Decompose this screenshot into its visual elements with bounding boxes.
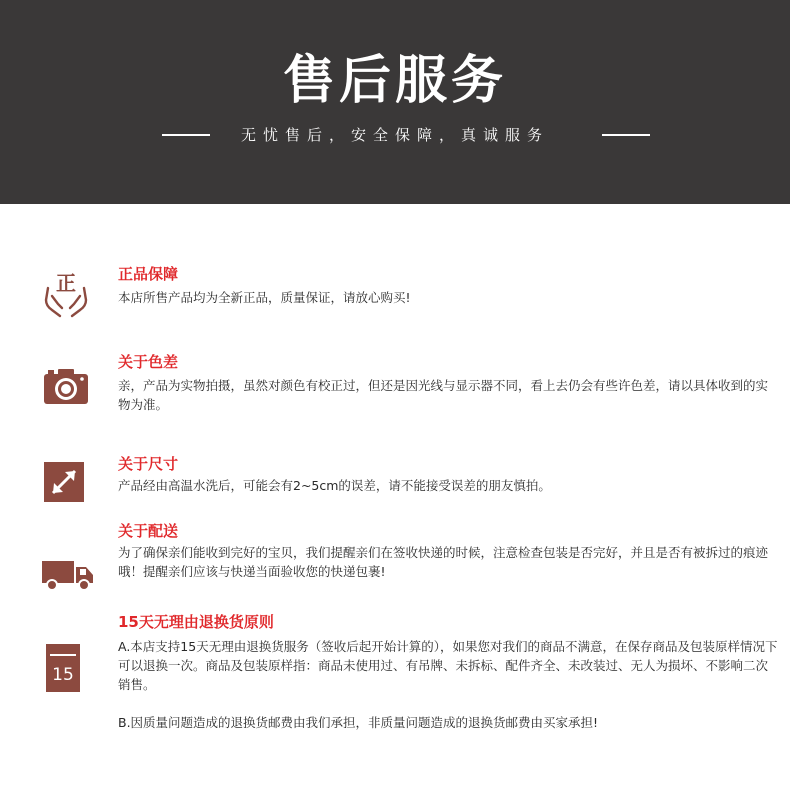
item-text — [118, 476, 778, 495]
header-banner — [0, 0, 790, 204]
calendar-15-icon — [44, 642, 84, 694]
item-text — [118, 637, 778, 732]
item-title: 关于色差 — [118, 353, 179, 371]
item-text-line: A.本店支持15天无理由退换货服务（签收后起开始计算的），如果您对我们的商品不满意，在保存商品及包装原样情况下可以退换一次。商品及包装原样指：商品未使用过、有吊牌、未拆标、配件齐全、未改装过、无人为损坏、不影响二次销售。 — [118, 639, 778, 692]
page-title: 售后服务 — [282, 51, 507, 111]
hands-zheng-icon — [40, 266, 92, 318]
item-text-line: 本店所售产品均为全新正品，质量保证，请放心购买! — [118, 290, 411, 305]
icon-char: 正 — [56, 271, 76, 295]
item-title: 正品保障 — [118, 265, 179, 283]
truck-icon — [40, 555, 96, 607]
item-text-line: 为了确保亲们能收到完好的宝贝，我们提醒亲们在签收快递的时候，注意检查包装是否完好，并且是否有被拆过的痕迹哦！提醒亲们应该与快递当面验收您的快递包裹! — [118, 545, 769, 579]
item-title: 关于配送 — [118, 522, 179, 540]
item-text-line: 亲，产品为实物拍摄，虽然对颜色有校正过，但还是因光线与显示器不同，看上去仍会有些许色差，请以具体收到的实物为准。 — [118, 378, 769, 412]
camera-icon — [40, 360, 92, 412]
item-text-line: B.因质量问题造成的退换货邮费由我们承担，非质量问题造成的退换货邮费由买家承担! — [118, 715, 599, 730]
item-title: 关于尺寸 — [118, 455, 179, 473]
subtitle-divider-right — [602, 134, 650, 136]
item-text — [118, 288, 778, 307]
subtitle: 无忧售后，安全保障，真诚服务 — [240, 126, 549, 144]
item-text — [118, 543, 778, 581]
icon-number: 15 — [52, 665, 74, 685]
item-text — [118, 376, 778, 414]
item-title: 15天无理由退换货原则 — [118, 613, 274, 631]
subtitle-row — [0, 122, 790, 148]
item-text-line: 产品经由高温水洗后，可能会有2~5cm的误差，请不能接受误差的朋友慎拍。 — [118, 478, 551, 493]
resize-arrow-icon — [40, 458, 92, 510]
